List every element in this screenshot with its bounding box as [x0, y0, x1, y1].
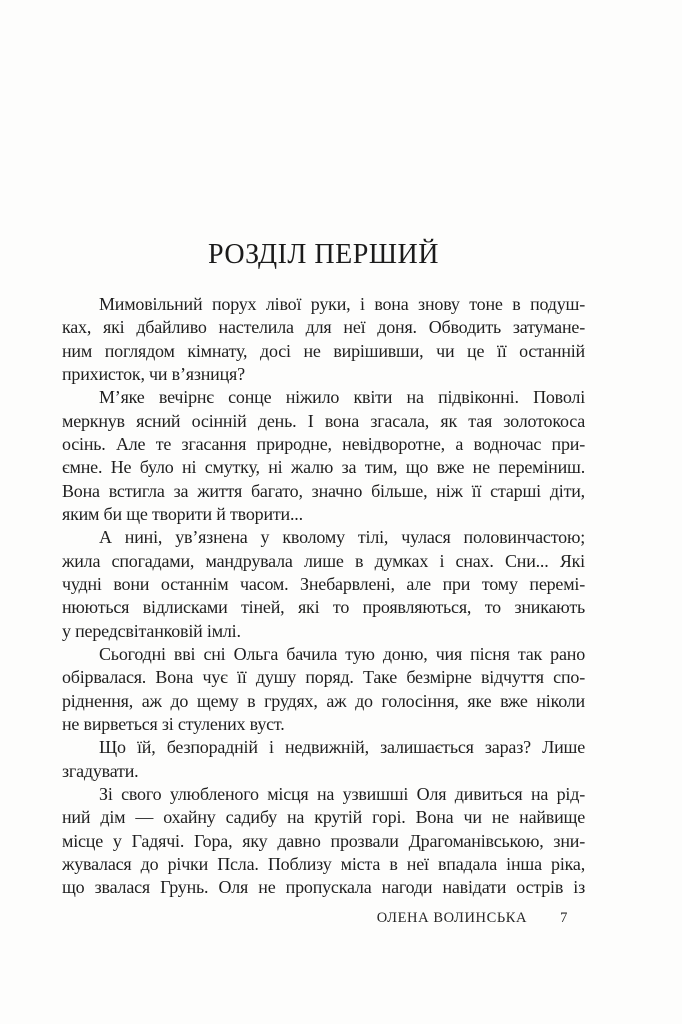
body-line: ках, які дбайливо настелила для неї доня. Обводить затумане- [62, 317, 585, 338]
body-line: ний дім — охайну садибу на крутій горі. Вона чи не найвище [62, 807, 585, 828]
page-footer [62, 909, 585, 928]
body-line: осінь. Але те згасання природне, невідворотне, а водночас при- [62, 433, 585, 454]
body-line: не вирветься зі стулених вуст. [62, 713, 285, 734]
body-line: у передсвітанковій імлі. [62, 620, 241, 641]
chapter-title: РОЗДІЛ ПЕРШИЙ [208, 239, 439, 270]
body-line: Що їй, безпорадній і недвижній, залишається зараз? Лише [99, 737, 585, 758]
running-title-author: ОЛЕНА ВОЛИНСЬКА [376, 910, 528, 926]
body-line: яким би ще творити й творити... [62, 503, 303, 524]
paragraph [62, 783, 585, 900]
page-number: 7 [560, 910, 568, 926]
body-line: ємне. Не було ні смутку, ні жалю за тим, що вже не переміниш. [62, 457, 585, 478]
body-line: А нині, ув’язнена у кволому тілі, чулася половинчастою; [99, 527, 585, 548]
body-line: згадувати. [62, 760, 139, 781]
paragraph [62, 736, 585, 783]
body-line: Мимовільний порух лівої руки, і вона знову тоне в подуш- [99, 294, 585, 314]
paragraph [62, 526, 585, 643]
body-line: меркнув ясний осінній день. І вона згасала, як тая золотокоса [62, 410, 585, 431]
body-line: жувалася до річки Псла. Поблизу міста в неї впадала інша ріка, [62, 853, 585, 874]
body-line: обірвалася. Вона чує її душу поряд. Таке безмірне відчуття спо- [62, 667, 585, 688]
body-line: що звалася Грунь. Оля не пропускала нагоди навідати острів із [62, 877, 585, 898]
body-line: ріднення, аж до щему в грудях, аж до голосіння, яке вже ніколи [62, 690, 585, 711]
body-line: чудні вони останнім часом. Знебарвлені, але при тому перемі- [62, 573, 585, 594]
body-line: місце у Гадячі. Гора, яку давно прозвали Драгоманівською, зни- [62, 830, 585, 851]
body-line: Вона встигла за життя багато, значно більше, ніж її старші діти, [62, 480, 585, 501]
body-line: М’яке вечірнє сонце ніжило квіти на підвіконні. Поволі [99, 387, 585, 408]
paragraph [62, 643, 585, 736]
body-line: Сьогодні вві сні Ольга бачила тую доню, чия пісня так рано [99, 643, 585, 664]
chapter-body [62, 293, 585, 900]
body-line: жила спогадами, мандрувала лише в думках і снах. Сни... Які [62, 550, 585, 571]
paragraph [62, 293, 585, 386]
body-line: прихисток, чи в’язниця? [62, 363, 245, 384]
body-line: ним поглядом кімнату, досі не вирішивши, чи це її останній [62, 340, 585, 361]
body-line: нюються відлисками тіней, які то проявляються, то зникають [62, 597, 585, 618]
body-line: Зі свого улюбленого місця на узвишші Оля дивиться на рід- [99, 783, 585, 804]
paragraph [62, 386, 585, 526]
